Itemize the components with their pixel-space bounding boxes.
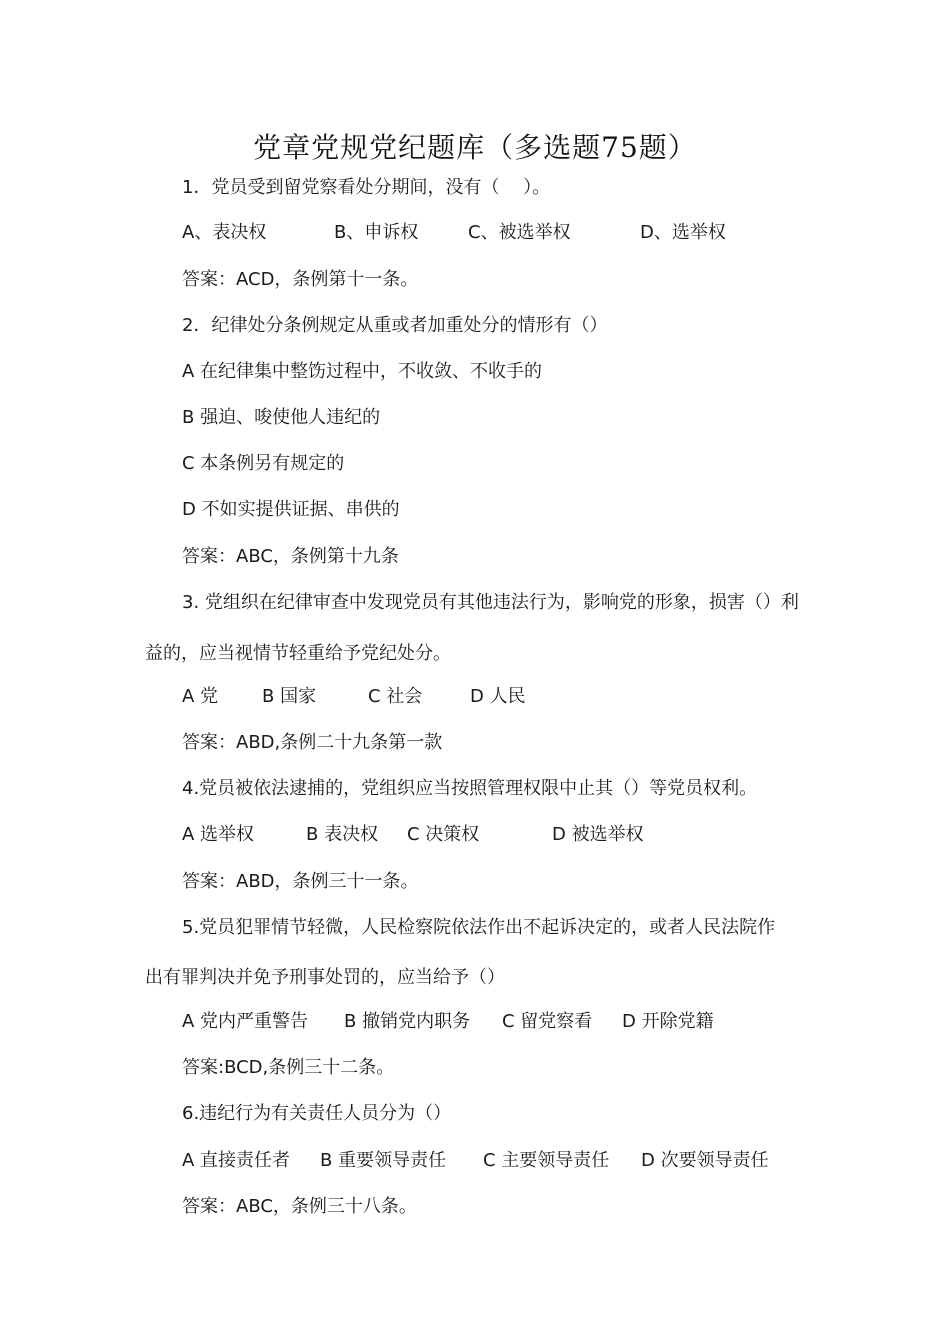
q5-option-b: B 撤销党内职务 — [344, 1011, 471, 1032]
q6-option-d: D 次要领导责任 — [641, 1150, 769, 1171]
q5-option-a: A 党内严重警告 — [182, 1011, 309, 1032]
question-3: 3. 党组织在纪律审查中发现党员有其他违法行为，影响党的形象，损害（）利 — [182, 592, 799, 613]
q4-option-c: C 决策权 — [407, 824, 480, 845]
question-1: 1．党员受到留党察看处分期间，没有（ ）。 — [182, 177, 551, 198]
q2-answer: 答案：ABC，条例第十九条 — [182, 546, 399, 567]
q6-answer: 答案：ABC，条例三十八条。 — [182, 1196, 417, 1217]
document-title: 党章党规党纪题库（多选题75题） — [253, 131, 697, 164]
question-3-continued: 益的，应当视情节轻重给予党纪处分。 — [145, 643, 451, 664]
question-6: 6.违纪行为有关责任人员分为（） — [182, 1103, 452, 1124]
q1-option-c: C、被选举权 — [468, 222, 571, 243]
q5-option-d: D 开除党籍 — [622, 1011, 714, 1032]
q1-option-b: B、申诉权 — [334, 222, 419, 243]
q2-option-d: D 不如实提供证据、串供的 — [182, 499, 400, 520]
q2-option-b: B 强迫、唆使他人违纪的 — [182, 407, 381, 428]
q4-option-b: B 表决权 — [306, 824, 379, 845]
question-2: 2．纪律处分条例规定从重或者加重处分的情形有（） — [182, 315, 608, 336]
q3-option-b: B 国家 — [262, 686, 317, 707]
q2-option-c: C 本条例另有规定的 — [182, 453, 345, 474]
q4-option-a: A 选举权 — [182, 824, 255, 845]
q2-option-a: A 在纪律集中整饬过程中，不收敛、不收手的 — [182, 361, 543, 382]
q3-option-d: D 人民 — [470, 686, 526, 707]
q5-answer: 答案:BCD,条例三十二条。 — [182, 1057, 395, 1078]
q3-option-c: C 社会 — [368, 686, 423, 707]
q5-option-c: C 留党察看 — [502, 1011, 593, 1032]
question-5-continued: 出有罪判决并免予刑事处罚的，应当给予（） — [145, 967, 505, 988]
q1-option-a: A、表决权 — [182, 222, 267, 243]
q4-option-d: D 被选举权 — [552, 824, 644, 845]
question-4: 4.党员被依法逮捕的，党组织应当按照管理权限中止其（）等党员权利。 — [182, 778, 758, 799]
q1-answer: 答案：ACD，条例第十一条。 — [182, 269, 419, 290]
q6-option-c: C 主要领导责任 — [483, 1150, 610, 1171]
q1-option-d: D、选举权 — [640, 222, 726, 243]
q6-option-b: B 重要领导责任 — [320, 1150, 447, 1171]
q3-option-a: A 党 — [182, 686, 219, 707]
q3-answer: 答案：ABD,条例二十九条第一款 — [182, 732, 443, 753]
q4-answer: 答案：ABD，条例三十一条。 — [182, 871, 419, 892]
q6-option-a: A 直接责任者 — [182, 1150, 291, 1171]
question-5: 5.党员犯罪情节轻微，人民检察院依法作出不起诉决定的，或者人民法院作 — [182, 917, 776, 938]
